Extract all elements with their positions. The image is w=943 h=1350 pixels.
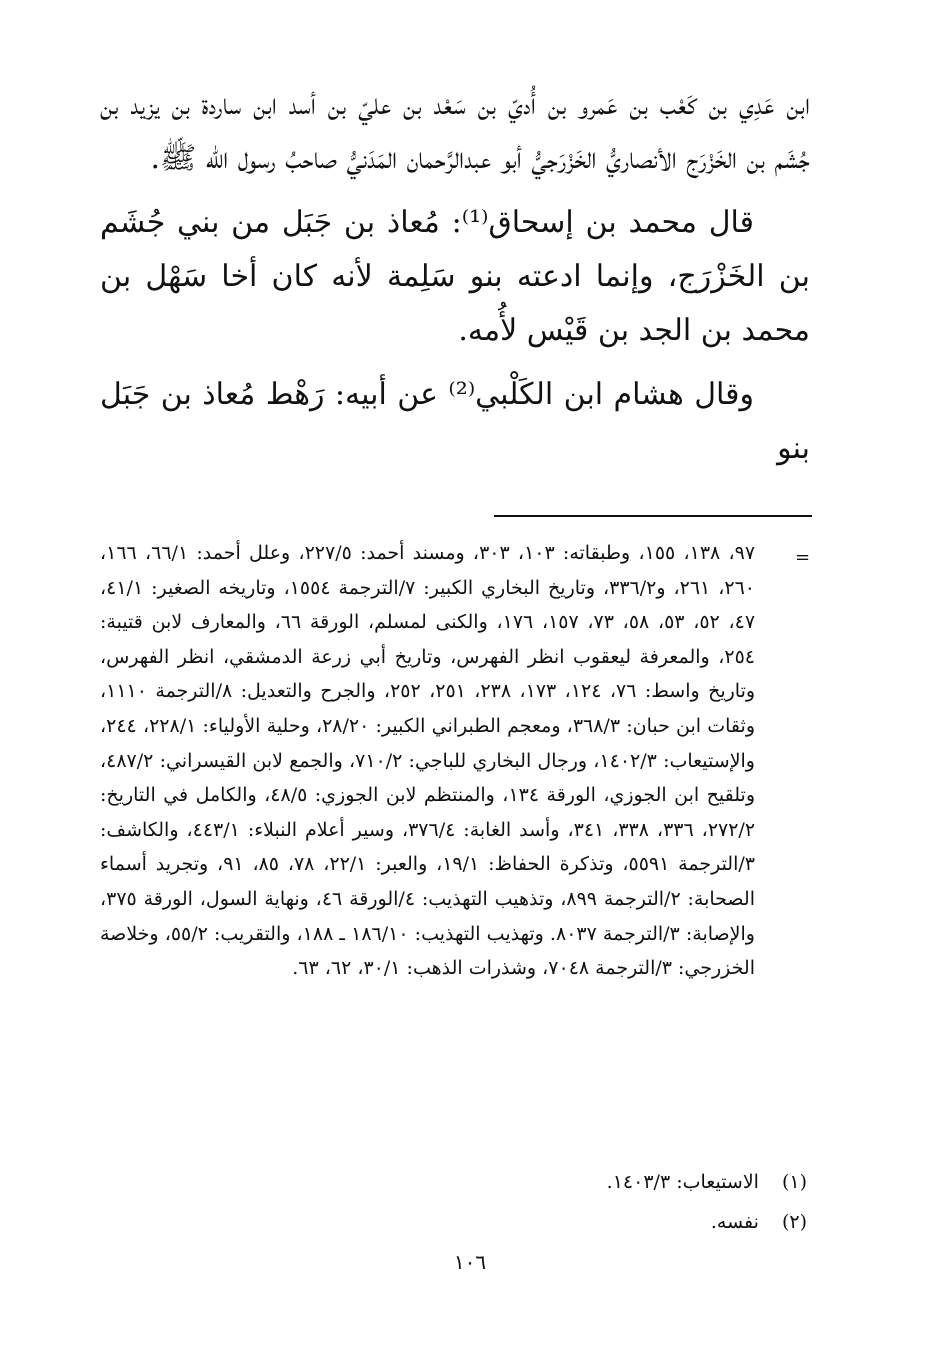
footnote-continuation-mark: = — [795, 547, 811, 568]
footnote-divider — [494, 515, 812, 517]
footnote-text: نفسه. — [710, 1211, 759, 1233]
paragraph-hisham-kalbi: وقال هشام ابن الكَلْبي⁽²⁾ عن أبيه: رَهْط مُعاذ بن جَبَل بنو — [100, 377, 810, 466]
paragraph-ibn-ishaq: قال محمد بن إسحاق⁽¹⁾: مُعاذ بن جَبَل من بني جُشَم بن الخَزْرَج، وإنما ادعته بنو سَلِمة لأنه كان أخا سَهْل بن محمد بن الجد بن قَيْس لأُمه. — [100, 205, 810, 348]
footnote-1 — [607, 1170, 807, 1194]
footnote-number: (١) — [781, 1171, 807, 1193]
footnote-continuation — [100, 536, 755, 986]
footnote-text: الاستيعاب: ١٤٠٣/٣. — [606, 1171, 759, 1193]
footnote-number: (٢) — [781, 1211, 807, 1233]
footnote-continuation-text: ٩٧، ١٣٨، ١٥٥، وطبقاته: ١٠٣، ٣٠٣، ومسند أحمد: ٢٢٧/٥، وعلل أحمد: ٦٦/١، ١٦٦، ٢٦٠، ٢٦١، و٣٣٦/٢، وتاريخ البخاري الكبير: ٧/الترجمة ١٥٥٤، وتاريخه الصغير: ٤١/١، ٤٧، ٥٢، ٥٣، ٥٨، ٧٣، ١٥٧، ١٧٦، والكنى لمسلم، الورقة ٦٦، والمعارف لابن قتيبة: ٢٥٤، والمعرفة ليعقوب انظر الفهرس، وتاريخ أبي زرعة الدمشقي، انظر الفهرس، وتاريخ واسط: ٧٦، ١٢٤، ١٧٣، ٢٣٨، ٢٥١، ٢٥٢، والجرح والتعديل: ٨/الترجمة ١١١٠، وثقات ابن حبان: ٣٦٨/٣، ومعجم الطبراني الكبير: ٢٨/٢٠، وحلية الأولياء: ٢٢٨/١، ٢٤٤، والإستيعاب: ١٤٠٢/٣، ورجال البخاري للباجي: ٧١٠/٢، والجمع لابن القيسراني: ٤٨٧/٢، وتلقيح ابن الجوزي، الورقة ١٣٤، والمنتظم لابن الجوزي: ٤٨/٥، والكامل في التاريخ: ٢٧٢/٢، ٣٣٦، ٣٣٨، ٣٤١، وأسد الغابة: ٣٧٦/٤، وسير أعلام النبلاء: ٤٤٣/١، والكاشف: ٣/الترجمة ٥٥٩١، وتذكرة الحفاظ: ١٩/١، والعبر: ٢٢/١، ٧٨، ٨٥، ٩١، وتجريد أسماء الصحابة: ٢/الترجمة ٨٩٩، وتذهيب التهذيب: ٤/الورقة ٤٦، ونهاية السول، الورقة ٣٧٥، والإصابة: ٣/الترجمة ٨٠٣٧. وتهذيب التهذيب: ١٨٦/١٠ ـ ١٨٨، والتقريب: ٥٥/٢، وخلاصة الخزرجي: ٣/الترجمة ٧٠٤٨، وشذرات الذهب: ٣٠/١، ٦٢، ٦٣. — [100, 542, 756, 980]
paragraph-lineage: ابن عَدِي بن كَعْب بن عَمرو بن أُديّ بن سَعْد بن عليّ بن أسد ابن ساردة بن يزيد بن جُشَم بن الخَزْرَج الأنصاريُّ الخَزْرَجيُّ أبو عبدالرَّحمان المَدَنيُّ صاحبُ رسول الله ﷺ. — [100, 87, 810, 176]
footnote-2 — [711, 1210, 807, 1234]
page-number: ١٠٦ — [453, 1250, 487, 1274]
main-text — [100, 78, 810, 476]
